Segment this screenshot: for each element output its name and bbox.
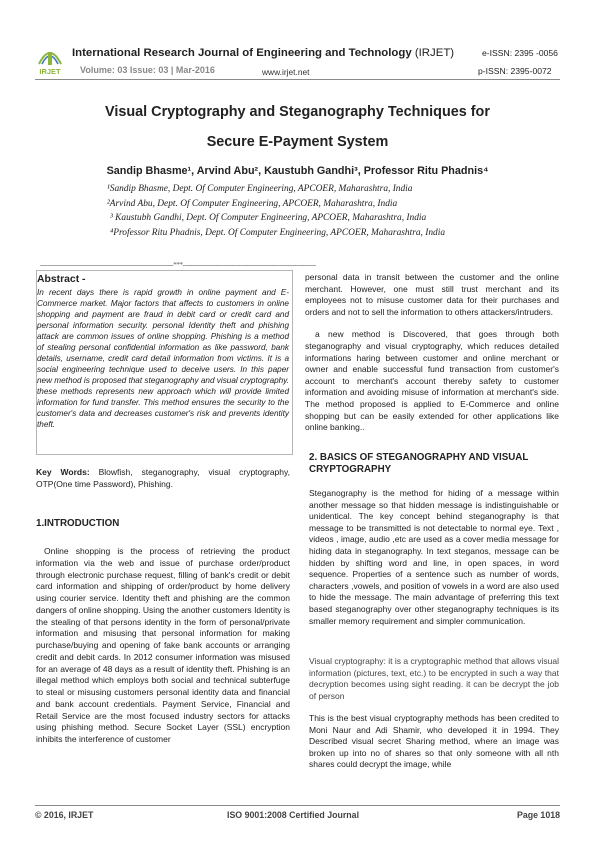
visual-cryptography-history: [309, 713, 559, 771]
steganography-paragraph: Steganography is the method for hiding of a message within another message so that hidden message is indistinguishable or unidentical. The key concept behind steganography is that message to be transmitted is not detectable to normal eye. Text , videos , image, audio ,etc are used as a cover media message for hiding data in steganography. In text steganos, message can be hidden by shifting word and line, in open spaces, in word sequence. Properties of a sentence such as number of words, characters ,vowels, and position of vowels in a word are also used to hide the message. The main advantage of preferring this text based steganography over other steganography techniques is its smaller memory requirement and simpler communication.: [309, 488, 559, 626]
introduction-text: [36, 546, 290, 746]
volume-issue: Volume: 03 Issue: 03 | Mar-2016: [80, 65, 215, 75]
keywords-text: Blowfish, steganography, visual cryptography, OTP(One time Password), Phishing.: [36, 467, 290, 489]
section-separator: ---------------------------------------------------------------------***---------------------------------------------------------------------: [40, 261, 316, 269]
visual-cryptography-history-text: This is the best visual cryptography methods has been credited to Moni Naur and Adi Shamir, who developed it in 1994. They Described visual secret Sharing method, where an image was broken up into no of shares so that only someone with all nth shares could decrypt the image, while: [309, 713, 559, 770]
visual-cryptography-definition: [309, 656, 559, 702]
right-column-text: [305, 272, 559, 434]
e-issn: e-ISSN: 2395 -0056: [482, 48, 558, 58]
page-footer: [35, 805, 560, 824]
visual-cryptography-text: Visual cryptography: it is a cryptographic method that allows visual information (pictures, text, etc.) to be encrypted in such a way that decryption becomes using sight reading. it can be decrypt the job of person: [309, 656, 559, 701]
paper-title-line1: Visual Cryptography and Steganography Techniques for: [105, 104, 490, 120]
introduction-continuation: personal data in transit between the customer and the online merchant. However, one must still trust merchant and its employees not to misuse customer data for their purchases and orders and not to sell the information to others attackers/intruders.: [305, 272, 559, 317]
section2-text: [309, 488, 559, 627]
p-issn: p-ISSN: 2395-0072: [478, 66, 552, 76]
section2-heading: 2. BASICS OF STEGANOGRAPHY AND VISUAL CRYPTOGRAPHY: [309, 452, 529, 475]
journal-abbr: (IRJET): [414, 47, 455, 59]
keywords-label: Key Words:: [36, 467, 90, 477]
footer-page-number: Page 1018: [516, 810, 560, 820]
author-list: Sandip Bhasme¹, Arvind Abu², Kaustubh Gandhi³, Professor Ritu Phadnis⁴: [106, 165, 489, 177]
affiliation-3: ³ Kaustubh Gandhi, Dept. Of Computer Engineering, APCOER, Maharashtra, India: [110, 213, 427, 223]
logo-text: IRJET: [39, 67, 61, 76]
introduction-paragraph-2: a new method is Discovered, that goes through both steganography and visual cryptography, which reduces detailed informations haring between customer and online merchant or owner and enable successful fund transaction from customer's account to merchant's account thereby safety to customer information and avoiding misuse of information at merchant's side. The method proposed is applied to E-Commerce and online shopping but can be easily extended for other applications like online banking..: [305, 329, 559, 433]
footer-certification: ISO 9001:2008 Certified Journal: [227, 810, 360, 820]
journal-title: International Research Journal of Engineering and Technology (IRJET): [72, 47, 455, 59]
footer-copyright: © 2016, IRJET: [35, 810, 94, 820]
introduction-paragraph: Online shopping is the process of retrieving the product information via the web and issue of purchase order/product through electronic purchase request, filling of bank's credit or debit card information and shipping of order/product by home delivery using courier service. Identity theft and phishing are the common dangers of online shopping. Using the another customers Identity is the stealing of that persons identity in the form of personal/private information and misusing that personal information for making purchase/buying and opening of fake bank accounts or arranging credit and debit cards. In 2012 consumer information was misused for an average of 48 days as a result of identity theft. Phishing is an illegal method which employs both social and technical subterfuge to steal or misusing customers personal identity data and financial and bank account credentials. Payment Service, Financial and Retail Service are the most focused industry sectors for attacks using phishing method. Secure Socket Layer (SSL) encryption inhibits the interference of customer: [36, 546, 290, 744]
abstract-box: [36, 270, 293, 455]
paper-title-line2: Secure E-Payment System: [206, 134, 389, 150]
abstract-text: In recent days there is rapid growth in online payment and E-Commerce market. Major factors that affects to customers in online shopping and payment are fraud in debit card or credit card and personal information security. personal Identity theft and phishing attack are common issues of online shopping. Phishing is a method of stealing personal confidential information as like password, bank details, username, credit card detail information from victims. It is a social engineering technique used to deceive users. In this paper new method is proposed that steganography and visual cryptography. these methods represents new approach which will provide limited information for fund transfer. This method ensures the security to the customer's data and decreases customer's risk and prevents identity theft.: [37, 287, 289, 429]
irjet-logo: [35, 42, 65, 76]
abstract-heading: Abstract -: [37, 274, 86, 285]
keywords: [36, 467, 290, 490]
header-rule: [35, 79, 560, 80]
journal-website: www.irjet.net: [262, 67, 310, 77]
introduction-heading: 1.INTRODUCTION: [36, 518, 120, 529]
affiliation-1: ¹Sandip Bhasme, Dept. Of Computer Engineering, APCOER, Maharashtra, India: [107, 184, 413, 194]
affiliation-4: ⁴Professor Ritu Phadnis, Dept. Of Computer Engineering, APCOER, Maharashtra, India: [110, 228, 446, 238]
affiliation-2: ²Arvind Abu, Dept. Of Computer Engineering, APCOER, Maharashtra, India: [107, 199, 398, 209]
